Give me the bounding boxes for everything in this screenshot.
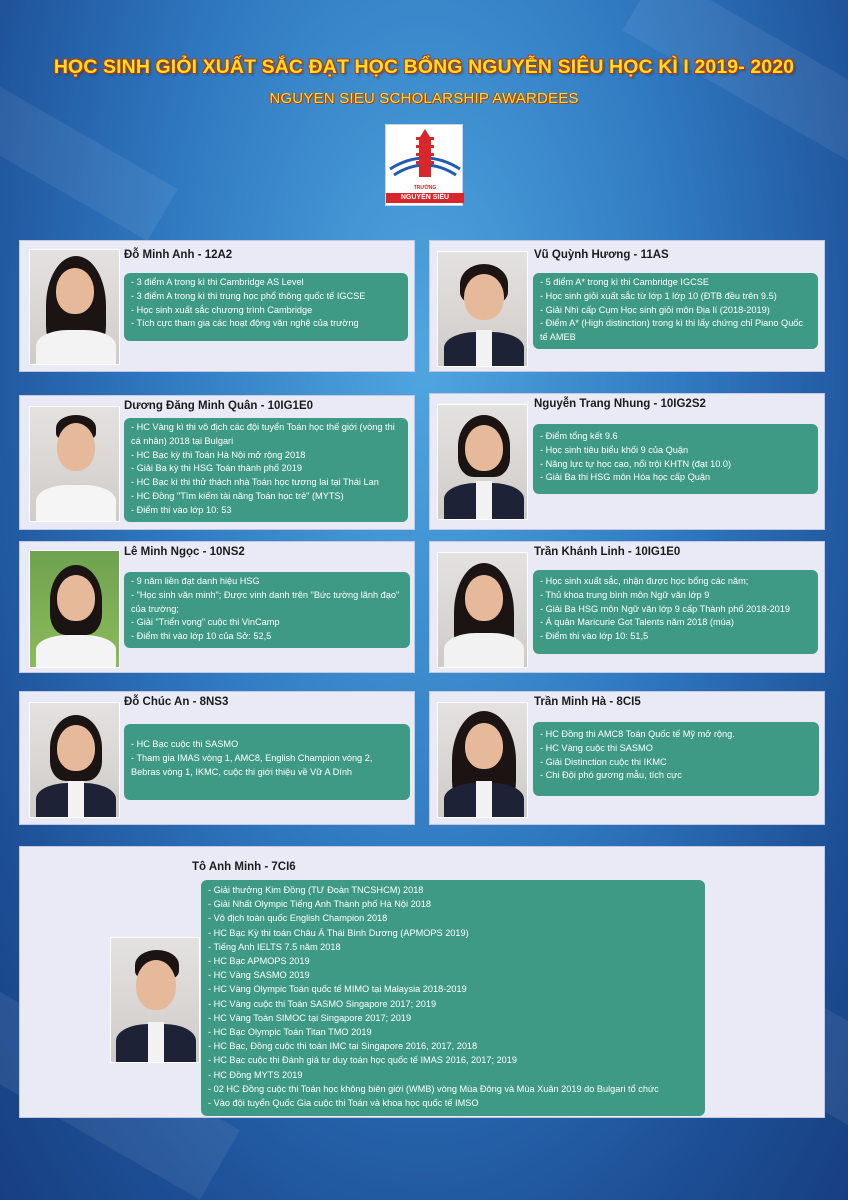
student-name: Vũ Quỳnh Hương - 11AS bbox=[534, 249, 669, 261]
achievement-item: - Điểm tổng kết 9.6 bbox=[540, 431, 618, 441]
achievement-item: - HC Đồng MYTS 2019 bbox=[208, 1069, 303, 1080]
achievement-item: - 3 điểm A trong kì thi trung học phổ thông quốc tế IGCSE bbox=[131, 290, 366, 301]
achievement-item: - HC Bạc Kỳ thi toán Châu Á Thái Bình Dương (APMOPS 2019) bbox=[208, 927, 469, 938]
achievement-item: - HC Vàng cuộc thi SASMO bbox=[540, 742, 653, 753]
achievement-box bbox=[124, 572, 410, 648]
achievement-item: - HC Vàng Toán SIMOC tại Singapore 2017; 2019 bbox=[208, 1012, 412, 1023]
student-photo bbox=[437, 702, 528, 818]
student-name: Tô Anh Minh - 7CI6 bbox=[192, 861, 296, 873]
achievement-item: - Học sinh tiêu biểu khối 9 của Quận bbox=[540, 444, 689, 455]
achievement-item: - HC Bạc, Đồng cuộc thi toán IMC tại Singapore 2016, 2017, 2018 bbox=[208, 1041, 478, 1052]
page-subtitle: NGUYEN SIEU SCHOLARSHIP AWARDEES bbox=[269, 90, 579, 107]
student-card bbox=[19, 846, 825, 1118]
student-name: Trần Khánh Linh - 10IG1E0 bbox=[534, 546, 681, 558]
achievement-item: - Học sinh giỏi xuất sắc từ lớp 1 lớp 10 (ĐTB đều trên 9.5) bbox=[540, 290, 777, 301]
achievement-box bbox=[201, 880, 705, 1116]
achievement-item: - Giải thưởng Kim Đồng (TƯ Đoàn TNCSHCM) 2018 bbox=[208, 885, 424, 895]
achievement-item: - Giải Ba kỳ thi HSG Toán thành phố 2019 bbox=[131, 463, 302, 474]
achievement-item: - HC Bạc Olympic Toán Titan TMO 2019 bbox=[208, 1027, 372, 1038]
achievement-box bbox=[533, 570, 818, 654]
achievement-item: - HC Bạc cuộc thi Đánh giá tư duy toán học quốc tế IMAS 2016, 2017; 2019 bbox=[208, 1055, 518, 1066]
student-card bbox=[19, 541, 415, 673]
achievement-item: - HC Đồng "Tìm kiếm tài năng Toán học trẻ" (MYTS) bbox=[131, 490, 344, 501]
student-photo bbox=[110, 937, 200, 1063]
achievement-item: - 3 điểm A trong kì thi Cambridge AS Level bbox=[131, 277, 304, 287]
pagoda-icon bbox=[386, 125, 464, 185]
achievement-item: - 02 HC Đồng cuộc thi Toán học không biên giới (WMB) vòng Mùa Đông và Mùa Xuân 2019 do Bulgari tổ chức bbox=[208, 1083, 659, 1094]
achievement-item: - Giải Ba HSG môn Ngữ văn lớp 9 cấp Thành phố 2018-2019 bbox=[540, 603, 791, 614]
achievement-item: - Điểm A* (High distinction) trong kì thi lấy chứng chỉ Piano Quốc tế AMEB bbox=[540, 318, 804, 343]
student-name: Nguyễn Trang Nhung - 10IG2S2 bbox=[534, 398, 706, 410]
achievement-item: - Vô địch toàn quốc English Champion 2018 bbox=[208, 913, 388, 924]
achievement-item: - Vào đội tuyển Quốc Gia cuộc thi Toán và khoa học quốc tế IMSO bbox=[208, 1098, 479, 1109]
achievement-box bbox=[533, 424, 818, 494]
student-card bbox=[429, 240, 825, 372]
achievement-box bbox=[124, 724, 410, 800]
student-card bbox=[429, 393, 825, 530]
achievement-item: - Giải Nhì cấp Cụm Học sinh giỏi môn Địa lí (2018-2019) bbox=[540, 304, 770, 315]
achievement-item: - HC Vàng Olympic Toán quốc tế MIMO tại Malaysia 2018-2019 bbox=[208, 984, 467, 995]
school-logo bbox=[385, 124, 463, 206]
student-photo bbox=[437, 251, 528, 367]
achievement-item: - 5 điểm A* trong kì thi Cambridge IGCSE bbox=[540, 277, 710, 287]
achievement-item: - HC Vàng SASMO 2019 bbox=[208, 970, 310, 981]
achievement-item: - Giải Distinction cuộc thi IKMC bbox=[540, 756, 667, 767]
student-card bbox=[19, 691, 415, 825]
student-photo bbox=[29, 249, 120, 365]
achievement-box bbox=[533, 273, 818, 349]
achievement-item: - Chi Đội phó gương mẫu, tích cực bbox=[540, 770, 682, 781]
achievement-item: - Điểm thi vào lớp 10 của Sở: 52,5 bbox=[131, 631, 272, 642]
achievement-item: - 9 năm liền đạt danh hiệu HSG bbox=[131, 576, 260, 586]
student-name: Đỗ Chúc An - 8NS3 bbox=[124, 696, 229, 708]
student-card bbox=[19, 240, 415, 372]
achievement-item: - Á quân Maricurie Got Talents năm 2018 (múa) bbox=[540, 617, 734, 628]
student-photo bbox=[29, 702, 120, 818]
achievement-item: - HC Vàng cuộc thi Toán SASMO Singapore 2017; 2019 bbox=[208, 998, 437, 1009]
achievement-item: - HC Đồng thi AMC8 Toán Quốc tế Mỹ mở rộng. bbox=[540, 729, 735, 739]
student-name: Trần Minh Hà - 8CI5 bbox=[534, 696, 641, 708]
achievement-item: - Năng lực tự học cao, nổi trội KHTN (đạt 10.0) bbox=[540, 458, 732, 469]
student-photo bbox=[29, 550, 120, 668]
achievement-item: - HC Bạc APMOPS 2019 bbox=[208, 956, 310, 967]
achievement-item: - Giải "Triển vọng" cuộc thi VinCamp bbox=[131, 617, 280, 628]
achievement-item: - Tham gia IMAS vòng 1, AMC8, English Champion vòng 2, Bebras vòng 1, IKMC, cuộc thi giới thiệu về Vữ A Dính bbox=[131, 752, 373, 777]
achievement-item: - Giải Nhất Olympic Tiếng Anh Thành phố Hà Nội 2018 bbox=[208, 899, 432, 910]
student-name: Dương Đăng Minh Quân - 10IG1E0 bbox=[124, 400, 314, 412]
achievement-item: - "Học sinh văn minh"; Được vinh danh trên "Bức tường lãnh đạo" của trường; bbox=[131, 589, 400, 614]
student-card bbox=[429, 691, 825, 825]
achievement-item: - Học sinh xuất sắc, nhận được học bổng các năm; bbox=[540, 576, 749, 586]
achievement-item: - Giải Ba thi HSG môn Hóa học cấp Quận bbox=[540, 472, 711, 483]
background-decoration bbox=[0, 59, 178, 241]
achievement-box bbox=[533, 722, 819, 796]
page-title: HỌC SINH GIỎI XUẤT SẮC ĐẠT HỌC BỔNG NGUYỄN SIÊU HỌC KÌ I 2019- 2020 bbox=[53, 56, 795, 78]
logo-caption: TRƯỜNG bbox=[413, 185, 437, 191]
achievement-item: - Điểm thi vào lớp 10: 51,5 bbox=[540, 631, 649, 642]
achievement-item: - HC Bạc cuộc thi SASMO bbox=[131, 739, 239, 749]
achievement-item: - Tiếng Anh IELTS 7.5 năm 2018 bbox=[208, 941, 341, 952]
student-name: Đỗ Minh Anh - 12A2 bbox=[124, 249, 233, 261]
achievement-box bbox=[124, 273, 408, 341]
achievement-item: - Điểm thi vào lớp 10: 53 bbox=[131, 504, 232, 515]
student-photo bbox=[437, 552, 528, 668]
student-card bbox=[429, 541, 825, 673]
achievement-box bbox=[124, 418, 408, 522]
achievement-item: - Tích cực tham gia các hoạt động văn nghệ của trường bbox=[131, 318, 359, 329]
student-photo bbox=[437, 404, 528, 520]
achievement-item: - Thủ khoa trung bình môn Ngữ văn lớp 9 bbox=[540, 589, 710, 600]
achievement-item: - HC Bạc kỳ thi Toán Hà Nội mở rộng 2018 bbox=[131, 449, 306, 460]
achievement-item: - Học sinh xuất sắc chương trình Cambridge bbox=[131, 304, 313, 315]
student-card bbox=[19, 395, 415, 530]
student-photo bbox=[29, 406, 120, 522]
logo-school-name: NGUYỄN SIÊU bbox=[386, 193, 464, 203]
achievement-item: - HC Bạc kì thi thử thách nhà Toán học tương lai tại Thái Lan bbox=[131, 477, 379, 488]
achievement-item: - HC Vàng kì thi vô địch các đội tuyển Toán học thế giới (vòng thi cá nhân) 2018 tại Bulgari bbox=[131, 422, 395, 446]
student-name: Lê Minh Ngọc - 10NS2 bbox=[124, 546, 245, 558]
